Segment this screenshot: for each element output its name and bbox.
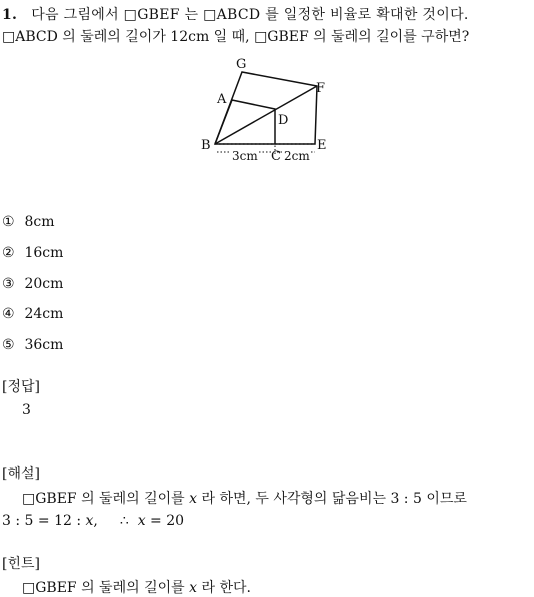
option-marker: ⑤ <box>2 337 15 353</box>
label-c: C <box>271 149 281 164</box>
option-text: 20cm <box>24 276 64 292</box>
option-1[interactable] <box>2 214 54 230</box>
question-line-1 <box>2 4 469 24</box>
hint-text: □GBEF 의 둘레의 길이를 <box>22 580 190 596</box>
option-4[interactable] <box>2 306 63 322</box>
equation-text: 3 : 5 = 12 : <box>2 513 86 529</box>
option-marker: ④ <box>2 306 15 322</box>
variable-x: x <box>137 513 146 529</box>
label-a: A <box>217 92 227 107</box>
answer-value: 3 <box>22 402 31 418</box>
rectangle-gbef <box>215 72 317 144</box>
option-2[interactable] <box>2 245 63 261</box>
question-number: 1. <box>2 7 18 23</box>
hint-line <box>22 577 251 597</box>
option-marker: ③ <box>2 276 15 292</box>
explanation-label: [해설] <box>2 466 40 482</box>
label-e: E <box>317 138 327 153</box>
diagonal-bf <box>215 86 317 144</box>
label-f: F <box>316 81 326 96</box>
variable-x: x <box>189 491 198 507</box>
variable-x: x <box>85 513 94 529</box>
explanation-line-2 <box>2 513 184 529</box>
answer-label: [정답] <box>2 379 40 395</box>
explanation-line-1 <box>22 488 467 508</box>
explanation-text: 라 하면, 두 사각형의 닮음비는 3 : 5 이므로 <box>197 491 467 507</box>
dimension-ce: 2cm <box>284 149 310 163</box>
hint-label: [힌트] <box>2 556 40 572</box>
therefore-symbol: ∴ <box>119 513 129 529</box>
question-text-1: 다음 그림에서 □GBEF 는 □ABCD 를 일정한 비율로 확대한 것이다. <box>31 7 469 23</box>
option-marker: ① <box>2 214 15 230</box>
hint-text: 라 한다. <box>197 580 251 596</box>
equation-text: , <box>93 513 98 529</box>
option-text: 16cm <box>24 245 64 261</box>
label-g: G <box>236 57 247 72</box>
dimension-bc: 3cm <box>232 149 258 163</box>
option-marker: ② <box>2 245 15 261</box>
option-3[interactable] <box>2 276 63 292</box>
option-text: 8cm <box>24 214 55 230</box>
equation-result: = 20 <box>145 513 185 529</box>
option-5[interactable] <box>2 337 63 353</box>
question-line-2: □ABCD 의 둘레의 길이가 12cm 일 때, □GBEF 의 둘레의 길이를 구하면? <box>2 29 470 45</box>
option-text: 24cm <box>24 306 64 322</box>
variable-x: x <box>189 580 198 596</box>
similar-rectangles-figure <box>195 52 335 164</box>
label-b: B <box>201 138 211 153</box>
label-d: D <box>278 113 289 128</box>
explanation-text: □GBEF 의 둘레의 길이를 <box>22 491 190 507</box>
option-text: 36cm <box>24 337 64 353</box>
